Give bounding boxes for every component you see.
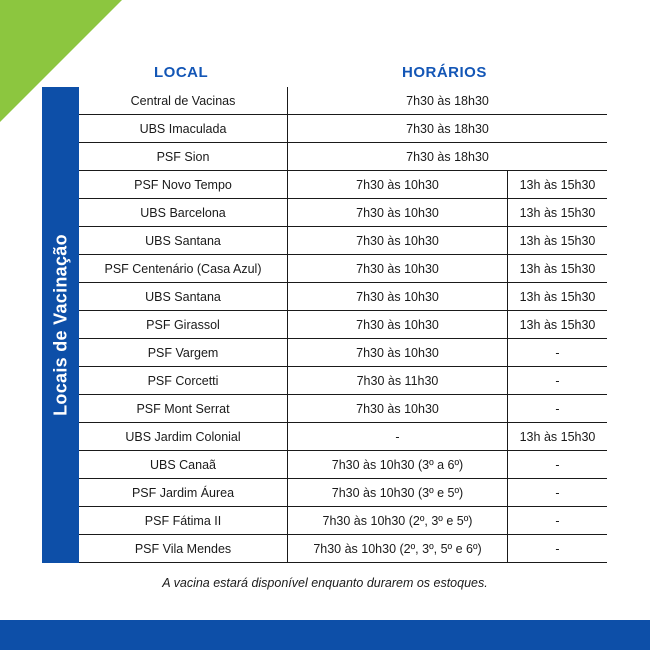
table-row — [79, 367, 607, 395]
cell-local: PSF Vila Mendes — [79, 535, 288, 562]
cell-horario-tarde: 13h às 15h30 — [519, 233, 596, 248]
cell-horario-tarde: - — [555, 541, 560, 556]
cell-horario-tarde: 13h às 15h30 — [519, 177, 596, 192]
cell-horario-tarde: 13h às 15h30 — [519, 205, 596, 220]
cell-local: UBS Santana — [79, 227, 288, 254]
cell-horario-manha: 7h30 às 10h30 — [288, 311, 508, 338]
footer-note: A vacina estará disponível enquanto durarem os estoques. — [162, 576, 488, 590]
header-local: LOCAL — [154, 64, 209, 81]
cell-local: PSF Novo Tempo — [79, 171, 288, 198]
cell-horario-manha: 7h30 às 10h30 (2º, 3º, 5º e 6º) — [288, 535, 508, 562]
table-row — [79, 283, 607, 311]
cell-horario-tarde: - — [555, 373, 560, 388]
cell-local: PSF Sion — [79, 143, 288, 170]
table-row — [79, 479, 607, 507]
cell-horario-tarde: - — [555, 485, 560, 500]
table-row — [79, 143, 607, 171]
cell-horario-integral: 7h30 às 18h30 — [406, 149, 489, 164]
table-row — [79, 535, 607, 563]
cell-horario-manha: 7h30 às 10h30 (3º e 5º) — [288, 479, 508, 506]
schedule-table — [79, 87, 607, 563]
cell-horario-tarde: 13h às 15h30 — [519, 261, 596, 276]
cell-horario-tarde: - — [555, 401, 560, 416]
cell-horario-manha: 7h30 às 10h30 (2º, 3º e 5º) — [288, 507, 508, 534]
table-row — [79, 87, 607, 115]
table-row — [79, 423, 607, 451]
cell-horario-tarde: 13h às 15h30 — [519, 289, 596, 304]
table-row — [79, 199, 607, 227]
table-row — [79, 171, 607, 199]
table-row — [79, 227, 607, 255]
cell-horario-tarde: 13h às 15h30 — [519, 429, 596, 444]
cell-horario-manha: 7h30 às 10h30 — [288, 199, 508, 226]
table-row — [79, 395, 607, 423]
cell-horario-manha: 7h30 às 10h30 — [288, 171, 508, 198]
cell-horario-manha: 7h30 às 10h30 (3º a 6º) — [288, 451, 508, 478]
cell-horario-manha: - — [288, 423, 508, 450]
cell-local: PSF Vargem — [79, 339, 288, 366]
cell-horario-tarde: - — [555, 457, 560, 472]
cell-horario-tarde: - — [555, 345, 560, 360]
table-row — [79, 507, 607, 535]
cell-local: Central de Vacinas — [79, 87, 288, 114]
side-label-text: Locais de Vacinação — [50, 234, 70, 416]
bottom-blue-bar — [0, 620, 650, 650]
cell-horario-manha: 7h30 às 11h30 — [288, 367, 508, 394]
cell-horario-manha: 7h30 às 10h30 — [288, 255, 508, 282]
cell-local: UBS Jardim Colonial — [79, 423, 288, 450]
cell-horario-tarde: 13h às 15h30 — [519, 317, 596, 332]
cell-horario-integral: 7h30 às 18h30 — [406, 121, 489, 136]
cell-local: UBS Canaã — [79, 451, 288, 478]
cell-local: UBS Santana — [79, 283, 288, 310]
side-label-panel — [42, 87, 79, 563]
cell-local: PSF Jardim Áurea — [79, 479, 288, 506]
table-row — [79, 311, 607, 339]
cell-horario-tarde: - — [555, 513, 560, 528]
table-row — [79, 255, 607, 283]
cell-horario-manha: 7h30 às 10h30 — [288, 339, 508, 366]
cell-local: PSF Corcetti — [79, 367, 288, 394]
cell-local: PSF Girassol — [79, 311, 288, 338]
cell-local: UBS Imaculada — [79, 115, 288, 142]
table-row — [79, 115, 607, 143]
cell-horario-manha: 7h30 às 10h30 — [288, 227, 508, 254]
table-row — [79, 451, 607, 479]
table-row — [79, 339, 607, 367]
cell-horario-integral: 7h30 às 18h30 — [406, 93, 489, 108]
cell-local: UBS Barcelona — [79, 199, 288, 226]
cell-local: PSF Mont Serrat — [79, 395, 288, 422]
header-horarios: HORÁRIOS — [402, 64, 487, 81]
cell-local: PSF Centenário (Casa Azul) — [79, 255, 288, 282]
cell-horario-manha: 7h30 às 10h30 — [288, 283, 508, 310]
cell-horario-manha: 7h30 às 10h30 — [288, 395, 508, 422]
cell-local: PSF Fátima II — [79, 507, 288, 534]
